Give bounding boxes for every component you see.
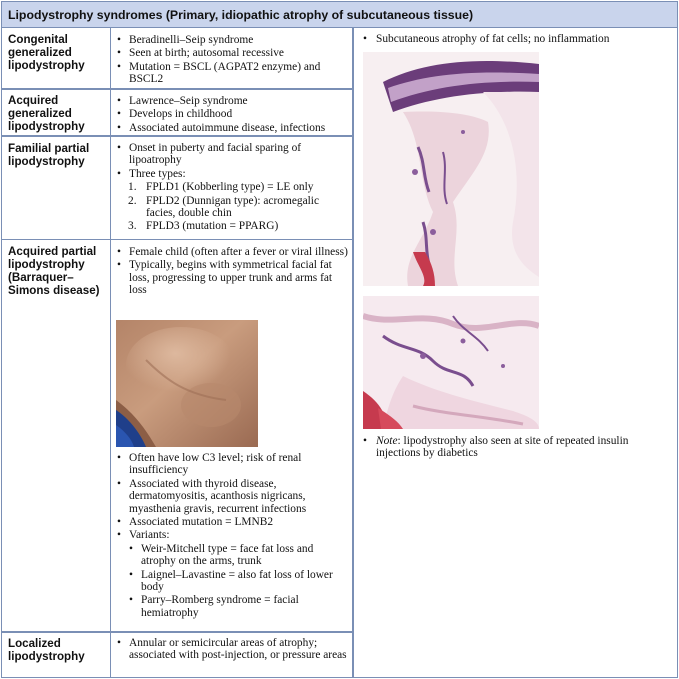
row-content-congenital-generalized: [116, 34, 348, 87]
clinical-photo: [116, 320, 258, 447]
list-item: 2. FPLD2 (Dunnigan type): acromegalic facies, double chin: [116, 195, 348, 220]
list-item: • Associated mutation = LMNB2: [116, 516, 348, 528]
row-divider: [2, 239, 353, 240]
row-label-localized: Localized lipodystrophy: [8, 637, 85, 663]
histology-image-bottom: [363, 296, 539, 429]
list-item: • Beradinelli–Seip syndrome: [116, 34, 348, 46]
row-label-acquired-generalized: Acquired generalized lipodystrophy: [8, 94, 85, 133]
list-item: [362, 435, 674, 460]
list-item: • Three types:: [116, 168, 348, 180]
list-item: • Associated with thyroid disease, dermatomyositis, acanthosis nigricans, myasthenia gravis, recurrent infections: [116, 478, 348, 515]
row-divider: [2, 88, 353, 90]
row-content-acquired-generalized: [116, 95, 348, 135]
histology-image-top: [363, 52, 539, 286]
row-label-congenital-generalized: Congenital generalized lipodystrophy: [8, 33, 85, 72]
list-item: • Annular or semicircular areas of atrophy; associated with post-injection, or pressure areas: [116, 637, 348, 662]
list-item: • Onset in puberty and facial sparing of lipoatrophy: [116, 142, 348, 167]
right-column-top: [362, 33, 674, 45]
list-item: • Associated autoimmune disease, infections: [116, 122, 348, 134]
list-item: • Develops in childhood: [116, 108, 348, 120]
row-label-familial-partial: Familial partial lipodystrophy: [8, 142, 90, 168]
list-item: • Mutation = BSCL (AGPAT2 enzyme) and BSCL2: [116, 61, 348, 86]
row-content-acquired-partial-top: [116, 246, 348, 298]
list-item: • Variants:: [116, 529, 348, 541]
note-text: : lipodystrophy also seen at site of repeated insulin injections by diabetics: [376, 435, 629, 460]
row-content-acquired-partial-bottom: [116, 452, 348, 620]
row-content-familial-partial: [116, 142, 348, 234]
list-item: 1. FPLD1 (Kobberling type) = LE only: [116, 181, 348, 193]
table-header: Lipodystrophy syndromes (Primary, idiopathic atrophy of subcutaneous tissue): [2, 2, 677, 28]
row-divider: [2, 135, 353, 137]
column-divider: [110, 28, 111, 678]
note-label: Note: [376, 435, 398, 447]
list-item: • Typically, begins with symmetrical facial fat loss, progressing to upper trunk and arms fat loss: [116, 259, 348, 296]
list-item: • Female child (often after a fever or viral illness): [116, 246, 348, 258]
row-content-localized: [116, 637, 348, 663]
row-label-acquired-partial: Acquired partial lipodystrophy (Barraquer–Simons disease): [8, 245, 100, 297]
list-item: • Often have low C3 level; risk of renal insufficiency: [116, 452, 348, 477]
list-item: • Laignel–Lavastine = also fat loss of lower body: [116, 569, 348, 594]
list-item: • Parry–Romberg syndrome = facial hemiatrophy: [116, 594, 348, 619]
list-item: • Lawrence–Seip syndrome: [116, 95, 348, 107]
list-item: • Subcutaneous atrophy of fat cells; no inflammation: [362, 33, 674, 45]
list-item: 3. FPLD3 (mutation = PPARG): [116, 220, 348, 232]
column-divider: [352, 28, 354, 678]
lipodystrophy-table: [1, 1, 678, 678]
row-divider: [2, 631, 353, 633]
list-item: • Weir-Mitchell type = face fat loss and atrophy on the arms, trunk: [116, 543, 348, 568]
right-column-note: [362, 435, 674, 460]
list-item: • Seen at birth; autosomal recessive: [116, 47, 348, 59]
